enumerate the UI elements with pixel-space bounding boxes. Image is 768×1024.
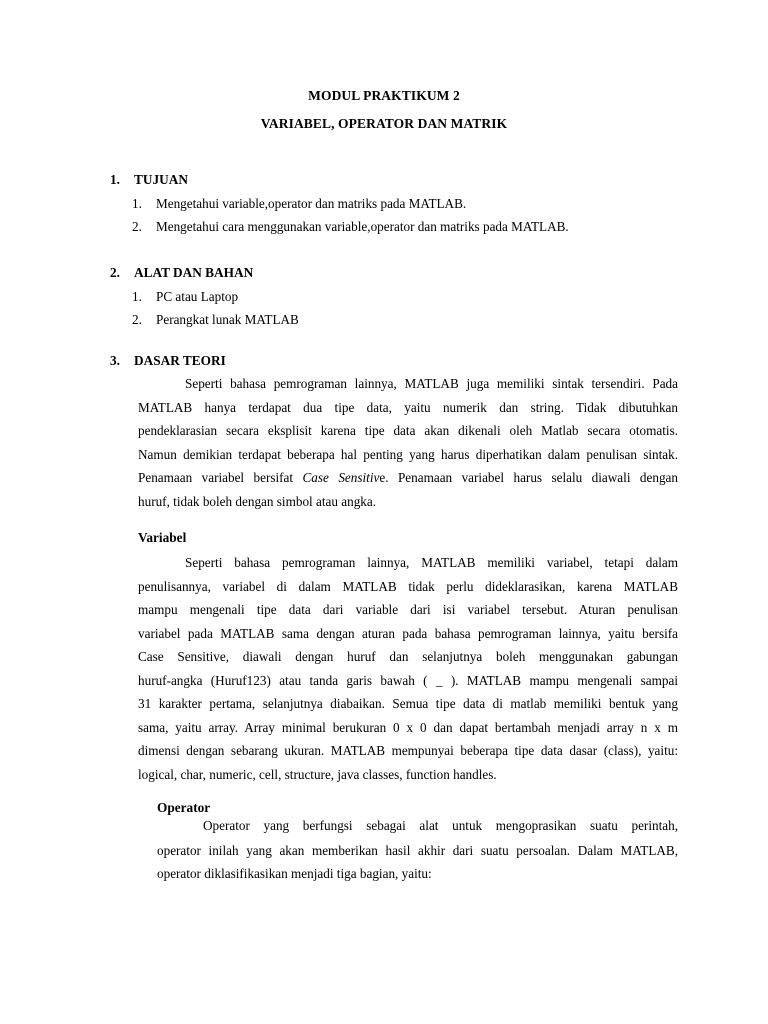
- section-heading-alat-dan-bahan: [110, 265, 253, 281]
- subheading-operator: Operator: [157, 800, 211, 815]
- section-heading-dasar-teori: [110, 353, 226, 369]
- paragraph-line: huruf, tidak boleh dengan simbol atau angka.: [138, 493, 377, 509]
- section-title: DASAR TEORI: [134, 353, 226, 368]
- paragraph-line: logical, char, numeric, cell, structure, java classes, function handles.: [138, 766, 497, 782]
- section-number: 2.: [110, 265, 120, 280]
- paragraph-line: mampu mengenali tipe data dari variable dari isi variabel tersebut. Aturan penulisan: [138, 602, 678, 617]
- list-item: 2. Mengetahui cara menggunakan variable,operator dan matriks pada MATLAB.: [132, 219, 569, 234]
- paragraph-line: MATLAB hanya terdapat dua tipe data, yaitu numerik dan string. Tidak dibutuhkan: [138, 399, 678, 415]
- paragraph-line: dimensi dengan sebarang ukuran. MATLAB mempunyai beberapa tipe data dasar (class), yaitu:: [138, 743, 678, 758]
- paragraph-line: Penamaan variabel bersifat Case Sensitive. Penamaan variabel harus selalu diawali dengan: [138, 470, 679, 485]
- paragraph-line: Operator yang berfungsi sebagai alat untuk mengoprasikan suatu perintah,: [203, 818, 678, 833]
- section-number: 3.: [110, 353, 120, 368]
- italic-term: Case Sensitiv: [302, 470, 380, 485]
- section-title: ALAT DAN BAHAN: [134, 265, 254, 280]
- paragraph-line: operator diklasifikasikan menjadi tiga bagian, yaitu:: [157, 866, 432, 881]
- list-item: 1. Mengetahui variable,operator dan matriks pada MATLAB.: [132, 196, 467, 211]
- section-number: 1.: [110, 172, 120, 187]
- paragraph-line: Namun demikian terdapat beberapa hal penting yang harus diperhatikan dalam penulisan sintak.: [138, 446, 678, 462]
- list-item: 1. PC atau Laptop: [132, 289, 239, 304]
- paragraph-line: Case Sensitive, diawali dengan huruf dan selanjutnya boleh menggunakan gabungan: [138, 649, 678, 664]
- paragraph-line: Seperti bahasa pemrograman lainnya, MATLAB juga memiliki sintak tersendiri. Pada: [185, 376, 678, 391]
- module-title: MODUL PRAKTIKUM 2: [308, 88, 460, 103]
- subheading-variabel: Variabel: [138, 530, 187, 545]
- paragraph-line: sama, yaitu array. Array minimal berukuran 0 x 0 dan dapat bertambah menjadi array n x m: [138, 719, 678, 735]
- paragraph-line: operator inilah yang akan memberikan hasil akhir dari suatu persoalan. Dalam MATLAB,: [157, 843, 678, 858]
- list-item: 2. Perangkat lunak MATLAB: [132, 312, 299, 327]
- paragraph-line: Seperti bahasa pemrograman lainnya, MATLAB memiliki variabel, tetapi dalam: [185, 555, 678, 570]
- section-title: TUJUAN: [134, 172, 188, 187]
- section-heading-tujuan: [110, 172, 188, 188]
- paragraph-line: variabel pada MATLAB sama dengan aturan pada bahasa pemrograman lainnya, yaitu bersifa: [138, 625, 678, 641]
- paragraph-line: huruf-angka (Huruf123) atau tanda garis bawah ( _ ). MATLAB mampu mengenali sampai: [138, 672, 678, 688]
- module-subtitle: VARIABEL, OPERATOR DAN MATRIK: [260, 116, 508, 131]
- paragraph-line: penulisannya, variabel di dalam MATLAB tidak perlu dideklarasikan, karena MATLAB: [138, 578, 678, 594]
- paragraph-line: 31 karakter pertama, selanjutnya diabaikan. Semua tipe data di matlab memiliki bentuk yang: [138, 696, 678, 711]
- paragraph-line: pendeklarasian secara eksplisit karena tipe data akan dikenali oleh Matlab secara otomatis.: [138, 423, 678, 438]
